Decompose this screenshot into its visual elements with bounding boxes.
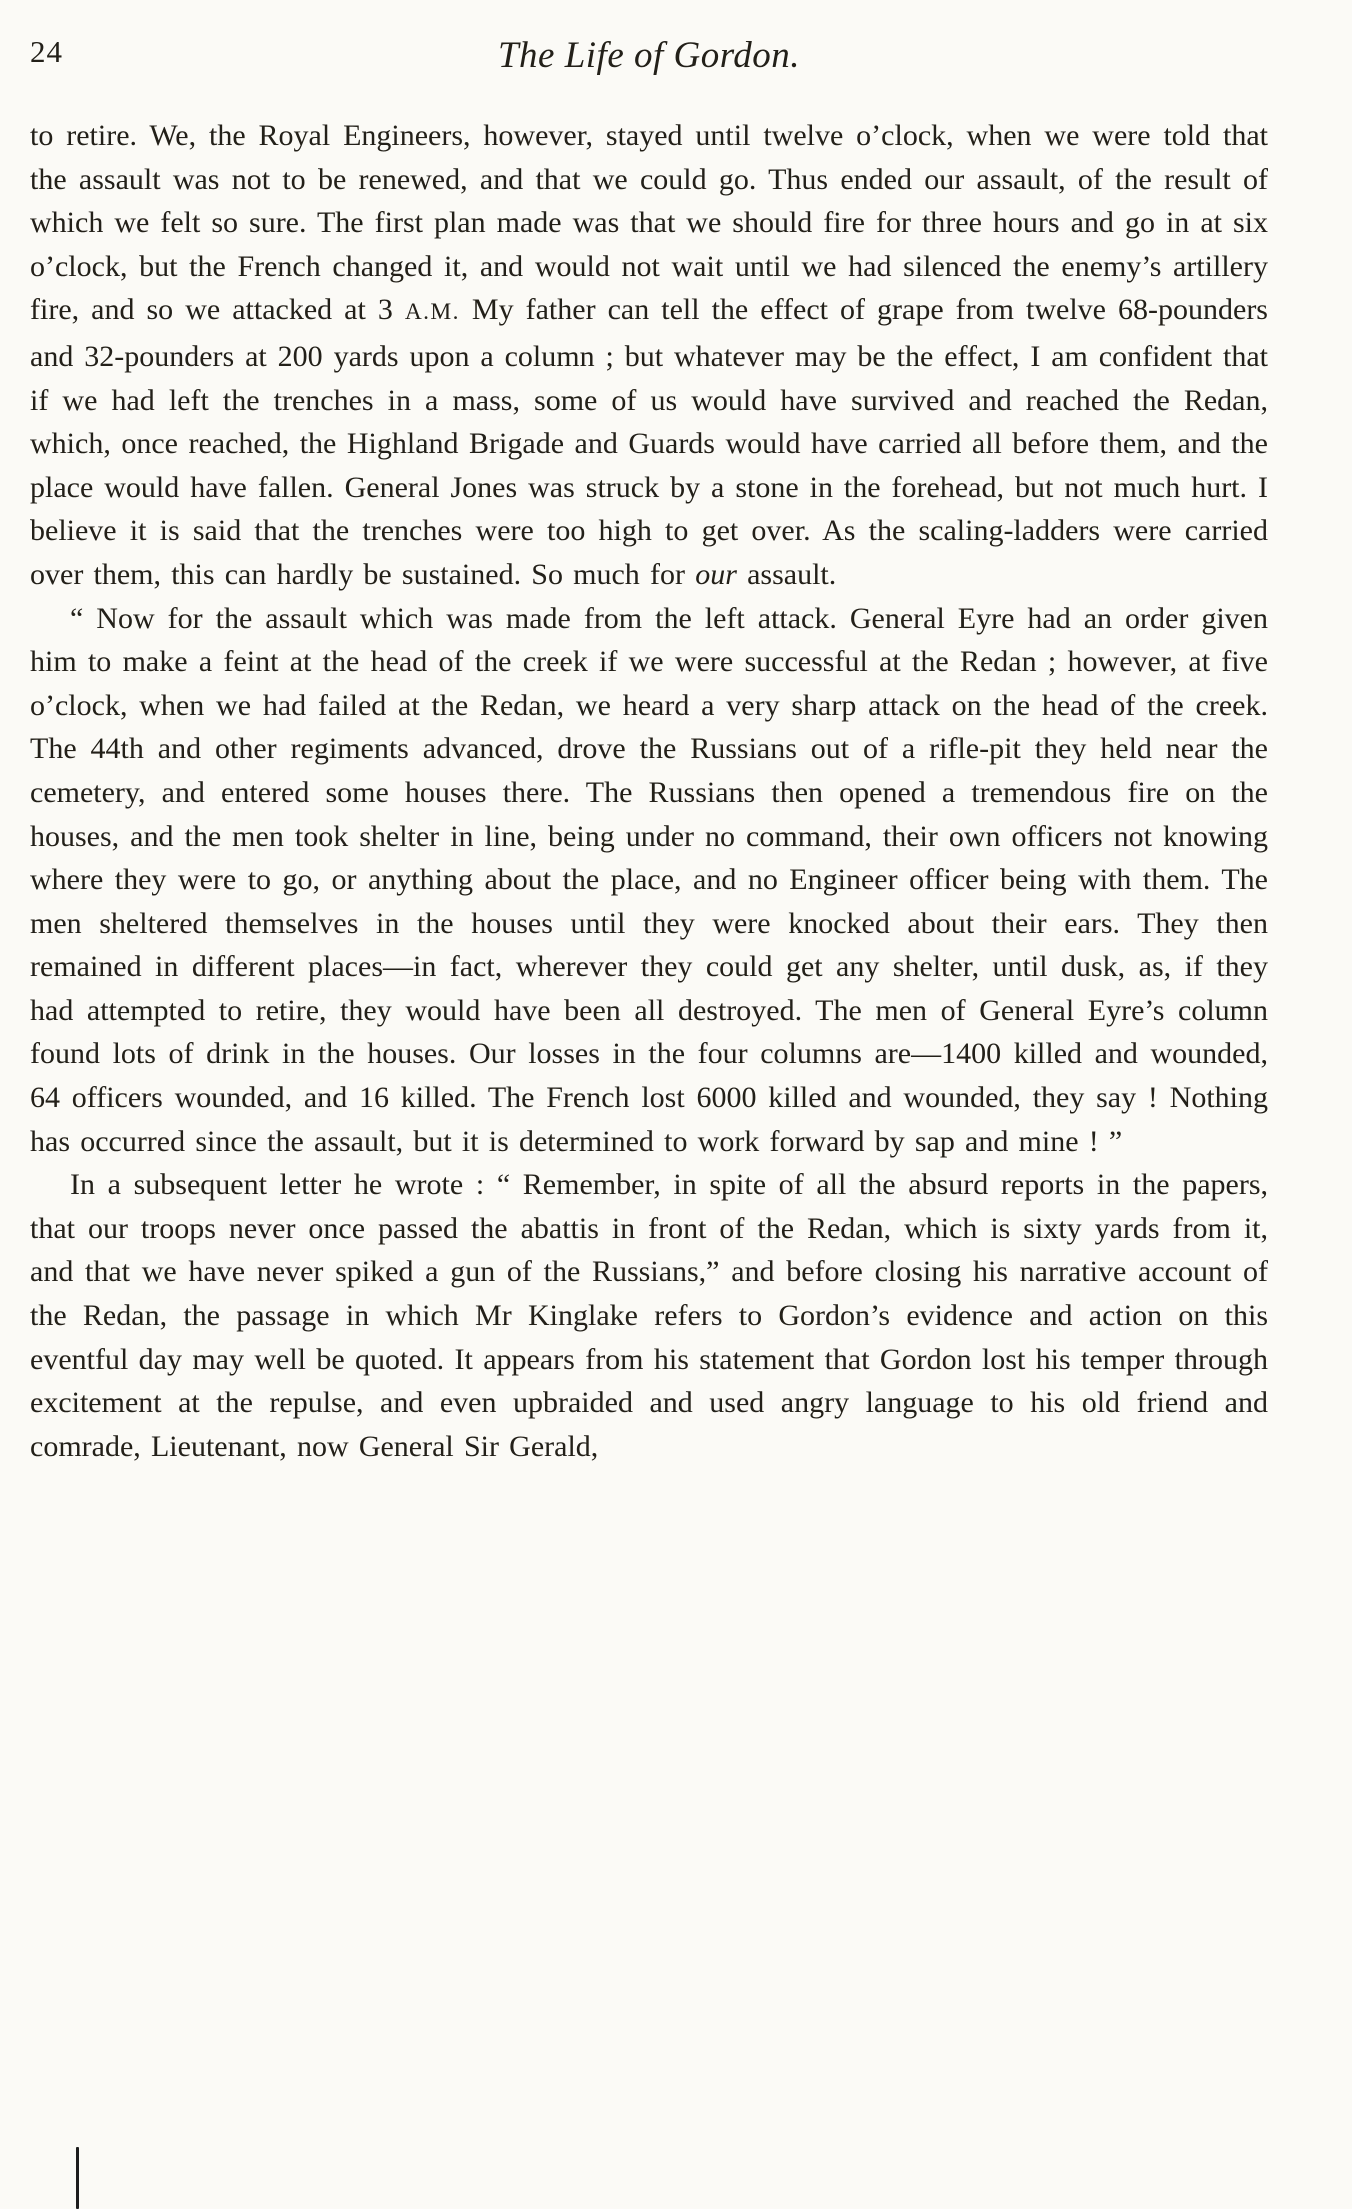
paragraph: [30, 1163, 1268, 1468]
text-segment: to retire. We, the Royal Engineers, however, stayed until twelve o’clock, when we were told that the assault was not to be renewed, and that we could go. Thus ended our assault, of the result of which we felt so sure. The first plan made was that we should fire for three hours and go in at six o’clock, but the French changed it, and would not wait until we had silenced the enemy’s artillery fire, and so we attacked at 3: [30, 119, 1268, 327]
page-number: 24: [30, 34, 63, 69]
page-header: [0, 0, 1352, 90]
text-segment: My father can tell the effect of grape from twelve 68-pounders and 32-pounders at 200 yards upon a column ; but whatever may be the effect, I am confident that if we had left the trenches in a mass, some of us would have survived and reached the Redan, which, once reached, the Highland Brigade and Guards would have carried all before them, and the place would have fallen. General Jones was struck by a stone in the forehead, but not much hurt. I believe it is said that the trenches were too high to get over. As the scaling-ladders were carried over them, this can hardly be sustained. So much for: [30, 293, 1268, 591]
scan-artifact-line: [76, 2147, 79, 2209]
paragraph: [30, 597, 1268, 1164]
text-segment: assault.: [736, 557, 837, 591]
text-segment: In a subsequent letter he wrote : “ Remember, in spite of all the absurd reports in the papers, that our troops never once passed the abattis in front of the Redan, which is sixty yards from it, and that we have never spiked a gun of the Russians,” and before closing his narrative account of the Redan, the passage in which Mr Kinglake refers to Gordon’s evidence and action on this eventful day may well be quoted. It appears from his statement that Gordon lost his temper through excitement at the repulse, and even upbraided and used angry language to his old friend and comrade, Lieutenant, now General Sir Gerald,: [30, 1168, 1268, 1463]
text-segment-smallcaps: A.M.: [404, 299, 460, 326]
text-segment: “ Now for the assault which was made from the left attack. General Eyre had an order given him to make a feint at the head of the creek if we were successful at the Redan ; however, at five o’clock, when we had failed at the Redan, we heard a very sharp attack on the head of the creek. The 44th and other regiments advanced, drove the Russians out of a rifle-pit they held near the cemetery, and entered some houses there. The Russians then opened a tremendous fire on the houses, and the men took shelter in line, being under no command, their own officers not knowing where they were to go, or anything about the place, and no Engineer officer being with them. The men sheltered themselves in the houses until they were knocked about their ears. They then remained in different places—in fact, wherever they could get any shelter, until dusk, as, if they had attempted to retire, they would have been all destroyed. The men of General Eyre’s column found lots of drink in the houses. Our losses in the four columns are—1400 killed and wounded, 64 officers wounded, and 16 killed. The French lost 6000 killed and wounded, they say ! Nothing has occurred since the assault, but it is determined to work forward by sap and mine ! ”: [30, 601, 1268, 1158]
text-segment-italic: our: [695, 557, 737, 591]
running-title: The Life of Gordon.: [497, 35, 801, 76]
paragraph: [30, 114, 1268, 597]
text-block: [0, 90, 1352, 1468]
